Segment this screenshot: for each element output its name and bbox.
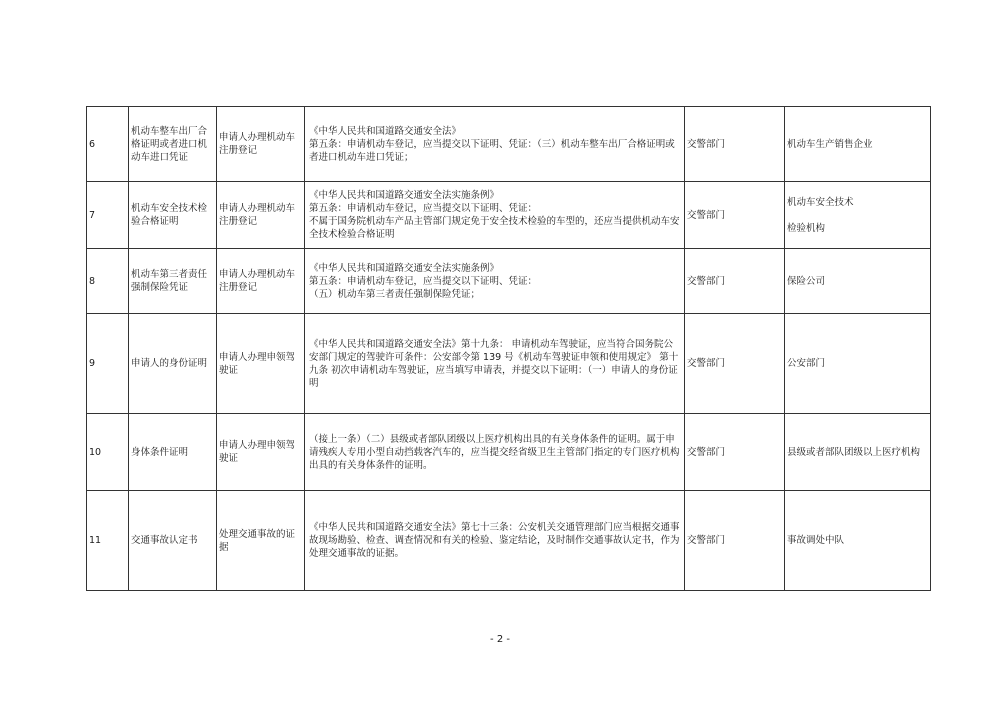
certificate-table: [86, 106, 931, 591]
certificate-name: 机动车安全技术检验合格证明: [129, 182, 217, 249]
issuer-line: 事故调处中队: [787, 535, 845, 546]
issuer-line: 机动车安全技术: [787, 196, 854, 208]
usage-scenario: 申请人办理申领驾驶证: [217, 314, 305, 414]
certificate-name: 申请人的身份证明: [129, 314, 217, 414]
issuer-line: 县级或者部队团级以上医疗机构: [787, 446, 921, 458]
row-number: 7: [87, 182, 129, 249]
legal-basis: [305, 314, 685, 414]
table-row: [87, 107, 931, 182]
legal-basis-line: 第五条：申请机动车登记，应当提交以下证明、凭证：: [309, 275, 538, 287]
usage-scenario: 处理交通事故的证据: [217, 491, 305, 591]
legal-basis-line: 《中华人民共和国道路交通安全法》: [309, 125, 462, 137]
requesting-department: 交警部门: [685, 491, 785, 591]
issuing-authority: [785, 491, 931, 591]
table-row: [87, 249, 931, 314]
legal-basis: [305, 107, 685, 182]
legal-basis-line: 第五条：申请机动车登记，应当提交以下证明、凭证：: [309, 203, 538, 214]
page-number: - 2 -: [490, 634, 510, 645]
legal-basis: [305, 249, 685, 314]
issuer-line: 机动车生产销售企业: [787, 138, 873, 150]
requesting-department: 交警部门: [685, 249, 785, 314]
row-number: 8: [87, 249, 129, 314]
table-row: [87, 314, 931, 414]
row-number: 6: [87, 107, 129, 182]
issuing-authority: [785, 182, 931, 249]
table-row: [87, 491, 931, 591]
issuing-authority: [785, 314, 931, 414]
usage-scenario: 申请人办理机动车注册登记: [217, 107, 305, 182]
certificate-name: 机动车整车出厂合格证明或者进口机动车进口凭证: [129, 107, 217, 182]
legal-basis: [305, 182, 685, 249]
legal-basis: [305, 491, 685, 591]
certificate-name: 身体条件证明: [129, 414, 217, 491]
issuer-line: 公安部门: [787, 358, 826, 369]
issuer-line: 检验机构: [787, 222, 826, 234]
legal-basis-line: （接上一条）（二）县级或者部队团级以上医疗机构出具的有关身体条件的证明。属于申请残疾人专用小型自动挡载客汽车的，应当提交经省级卫生主管部门指定的专门医疗机构出具的有关身体条件的证明。: [309, 433, 680, 471]
issuer-line: 保险公司: [787, 275, 826, 287]
legal-basis-line: （五）机动车第三者责任强制保险凭证；: [309, 288, 481, 300]
legal-basis-line: 不属于国务院机动车产品主管部门规定免于安全技术检验的车型的，还应当提供机动车安全技术检验合格证明: [309, 216, 680, 240]
legal-basis-line: 《中华人民共和国道路交通安全法实施条例》: [309, 262, 500, 274]
usage-scenario: 申请人办理机动车注册登记: [217, 182, 305, 249]
row-number: 10: [87, 414, 129, 491]
certificate-name: 机动车第三者责任强制保险凭证: [129, 249, 217, 314]
requesting-department: 交警部门: [685, 182, 785, 249]
legal-basis-line: 《中华人民共和国道路交通安全法》第十九条： 申请机动车驾驶证，应当符合国务院公安部门规定的驾驶许可条件：公安部令第 139 号《机动车驾驶证申领和使用规定》 第十九条 初次申请机动车驾驶证，应当填写申请表，并提交以下证明：（一）申请人的身份证明: [309, 338, 679, 389]
legal-basis-line: 《中华人民共和国道路交通安全法实施条例》: [309, 190, 500, 201]
usage-scenario: 申请人办理机动车注册登记: [217, 249, 305, 314]
requesting-department: 交警部门: [685, 314, 785, 414]
issuing-authority: [785, 107, 931, 182]
certificate-name: 交通事故认定书: [129, 491, 217, 591]
usage-scenario: 申请人办理申领驾驶证: [217, 414, 305, 491]
legal-basis-line: 第五条：申请机动车登记，应当提交以下证明、凭证：（三）机动车整车出厂合格证明或者进口机动车进口凭证；: [309, 138, 675, 163]
requesting-department: 交警部门: [685, 107, 785, 182]
issuing-authority: [785, 414, 931, 491]
row-number: 9: [87, 314, 129, 414]
requesting-department: 交警部门: [685, 414, 785, 491]
legal-basis-line: 《中华人民共和国道路交通安全法》第七十三条：公安机关交通管理部门应当根据交通事故现场勘验、检查、调查情况和有关的检验、鉴定结论，及时制作交通事故认定书，作为处理交通事故的证据。: [309, 522, 680, 559]
row-number: 11: [87, 491, 129, 591]
table-row: [87, 182, 931, 249]
issuing-authority: [785, 249, 931, 314]
table-row: [87, 414, 931, 491]
legal-basis: [305, 414, 685, 491]
